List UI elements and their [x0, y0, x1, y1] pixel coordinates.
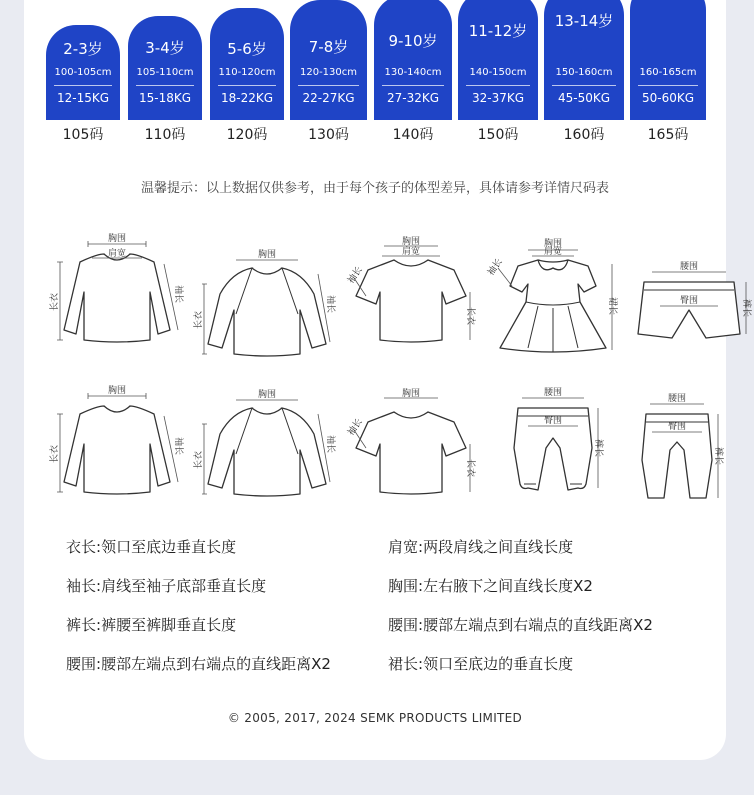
bar-divider — [382, 85, 444, 86]
svg-text:胸围: 胸围 — [107, 386, 127, 396]
definition-item — [388, 575, 593, 596]
sweatshirt-diagram — [194, 384, 335, 518]
size-code-row — [44, 124, 706, 148]
svg-text:袖长: 袖长 — [346, 417, 365, 438]
bar-divider — [136, 85, 194, 86]
size-code: 160码 — [563, 127, 605, 143]
svg-text:臀围: 臀围 — [543, 416, 563, 426]
svg-text:腰围: 腰围 — [667, 394, 687, 404]
definition-item — [66, 536, 236, 557]
bar-divider — [552, 85, 616, 86]
definition-term: 衣长: — [66, 538, 102, 556]
definition-desc: 肩线至袖子底部垂直长度 — [101, 577, 267, 595]
bar-divider — [638, 85, 698, 86]
weight-range: 15-18KG — [138, 91, 192, 105]
short-sleeve-tee-diagram-outline — [346, 389, 476, 522]
svg-text:肩宽: 肩宽 — [401, 247, 421, 257]
svg-text:胸围: 胸围 — [257, 250, 277, 260]
size-bar-1 — [128, 16, 202, 120]
long-sleeve-top-diagram-outline — [52, 232, 182, 362]
svg-text:裙长: 裙长 — [607, 296, 617, 316]
size-code: 120码 — [226, 127, 268, 143]
raglan-tee-diagram-outline — [52, 384, 182, 514]
size-bar-2 — [210, 8, 284, 120]
dress-diagram-outline — [488, 236, 618, 366]
svg-text:长衣: 长衣 — [50, 292, 60, 312]
definition-item — [388, 536, 573, 557]
size-bar-7 — [630, 0, 706, 120]
tshirt-diagram — [346, 237, 476, 374]
raglan-sweatshirt-diagram-outline — [194, 244, 335, 374]
svg-text:长衣: 长衣 — [465, 306, 475, 326]
svg-text:长衣: 长衣 — [194, 450, 204, 470]
age-range: 11-12岁 — [468, 22, 528, 40]
jogger-pants-diagram-outline — [488, 368, 618, 498]
definition-term: 肩宽: — [388, 538, 424, 556]
raglan-sweatshirt-diagram — [194, 244, 335, 378]
bar-divider — [298, 85, 359, 86]
weight-range: 45-50KG — [557, 91, 611, 105]
shorts-diagram — [624, 250, 754, 384]
bar-divider — [54, 85, 112, 86]
copyright-footer: © 2005, 2017, 2024 SEMK PRODUCTS LIMITED — [227, 711, 523, 725]
dress-diagram — [488, 236, 618, 370]
svg-text:胸围: 胸围 — [401, 389, 421, 399]
size-code: 165码 — [647, 127, 689, 143]
svg-text:袖长: 袖长 — [486, 257, 505, 278]
svg-text:裤长: 裤长 — [741, 298, 751, 318]
weight-range: 22-27KG — [302, 91, 355, 105]
age-range: 5-6岁 — [227, 40, 267, 58]
leggings-diagram — [612, 380, 742, 514]
svg-text:胸围: 胸围 — [543, 239, 563, 249]
definition-desc: 腰部左端点到右端点的直线距离X2 — [423, 616, 653, 634]
bar-divider — [466, 85, 530, 86]
svg-text:胸围: 胸围 — [107, 234, 127, 244]
height-range: 140-150cm — [469, 67, 527, 78]
size-bar-6 — [544, 0, 624, 120]
svg-text:臀围: 臀围 — [679, 296, 699, 306]
height-range: 120-130cm — [299, 67, 358, 78]
leggings-diagram-outline — [612, 380, 742, 510]
definition-desc: 领口至底边的垂直长度 — [423, 655, 574, 673]
definition-item — [66, 653, 331, 674]
size-code: 130码 — [308, 127, 349, 143]
definition-item — [388, 614, 653, 635]
size-code: 140码 — [392, 127, 434, 143]
age-range: 3-4岁 — [145, 39, 185, 57]
svg-text:袖长: 袖长 — [173, 436, 183, 456]
size-code: 150码 — [477, 127, 519, 143]
bar-divider — [218, 85, 276, 86]
long-sleeve-top-diagram — [52, 232, 182, 366]
svg-text:臀围: 臀围 — [667, 422, 687, 432]
size-code: 110码 — [144, 127, 186, 143]
svg-text:袖长: 袖长 — [325, 294, 335, 314]
weight-range: 18-22KG — [220, 91, 274, 105]
svg-text:腰围: 腰围 — [679, 262, 699, 272]
svg-text:胸围: 胸围 — [401, 237, 421, 247]
svg-text:裤长: 裤长 — [593, 438, 603, 458]
height-range: 105-110cm — [136, 67, 194, 78]
sweatshirt-diagram-outline — [194, 384, 335, 514]
age-range: 2-3岁 — [63, 40, 103, 58]
age-range: 7-8岁 — [308, 38, 349, 56]
size-chart-card — [24, 0, 751, 760]
definition-term: 腰围: — [66, 655, 102, 673]
svg-text:长衣: 长衣 — [465, 458, 475, 478]
weight-range: 50-60KG — [641, 91, 695, 105]
definition-term: 裙长: — [388, 655, 424, 673]
svg-text:腰围: 腰围 — [543, 388, 563, 398]
height-range: 150-160cm — [555, 67, 613, 78]
definition-term: 胸围: — [388, 577, 424, 595]
definition-term: 袖长: — [66, 577, 102, 595]
reference-tip: 温馨提示：以上数据仅供参考，由于每个孩子的体型差异，具体请参考详情尺码表 — [140, 181, 609, 196]
svg-text:袖长: 袖长 — [346, 265, 365, 286]
age-range: 13-14岁 — [554, 12, 614, 30]
raglan-tee-diagram — [52, 384, 182, 518]
size-code: 105码 — [62, 127, 104, 143]
definition-term: 腰围: — [388, 616, 424, 634]
height-range: 130-140cm — [384, 67, 442, 78]
weight-range: 27-32KG — [386, 91, 440, 105]
svg-text:肩宽: 肩宽 — [107, 249, 127, 259]
svg-text:长衣: 长衣 — [194, 310, 204, 330]
size-bars — [44, 0, 706, 120]
tshirt-diagram-outline — [346, 237, 476, 370]
definition-desc: 左右腋下之间直线长度X2 — [423, 577, 593, 595]
short-sleeve-tee-diagram — [346, 389, 476, 526]
definition-desc: 领口至底边垂直长度 — [101, 538, 237, 556]
weight-range: 32-37KG — [471, 91, 525, 105]
size-bar-0 — [46, 25, 120, 120]
svg-text:裤长: 裤长 — [713, 446, 723, 466]
svg-text:袖长: 袖长 — [173, 284, 183, 304]
size-bar-4 — [374, 0, 452, 120]
height-range: 100-105cm — [54, 67, 112, 78]
definition-desc: 裤腰至裤脚垂直长度 — [101, 616, 237, 634]
shorts-diagram-outline — [624, 250, 754, 380]
size-bar-3 — [290, 0, 367, 120]
height-range: 110-120cm — [218, 67, 276, 78]
weight-range: 12-15KG — [56, 91, 110, 105]
svg-text:肩宽: 肩宽 — [543, 247, 563, 257]
definition-item — [66, 575, 266, 596]
size-bar-5 — [458, 0, 538, 120]
svg-text:袖长: 袖长 — [325, 434, 335, 454]
definition-item — [388, 653, 573, 674]
height-range: 160-165cm — [639, 67, 697, 78]
definition-term: 裤长: — [66, 616, 102, 634]
jogger-pants-diagram — [488, 368, 618, 502]
svg-text:胸围: 胸围 — [257, 390, 277, 400]
age-range: 9-10岁 — [388, 32, 438, 50]
definition-desc: 两段肩线之间直线长度 — [423, 538, 574, 556]
svg-text:长衣: 长衣 — [50, 444, 60, 464]
definition-item — [66, 614, 236, 635]
definition-desc: 腰部左端点到右端点的直线距离X2 — [101, 655, 331, 673]
